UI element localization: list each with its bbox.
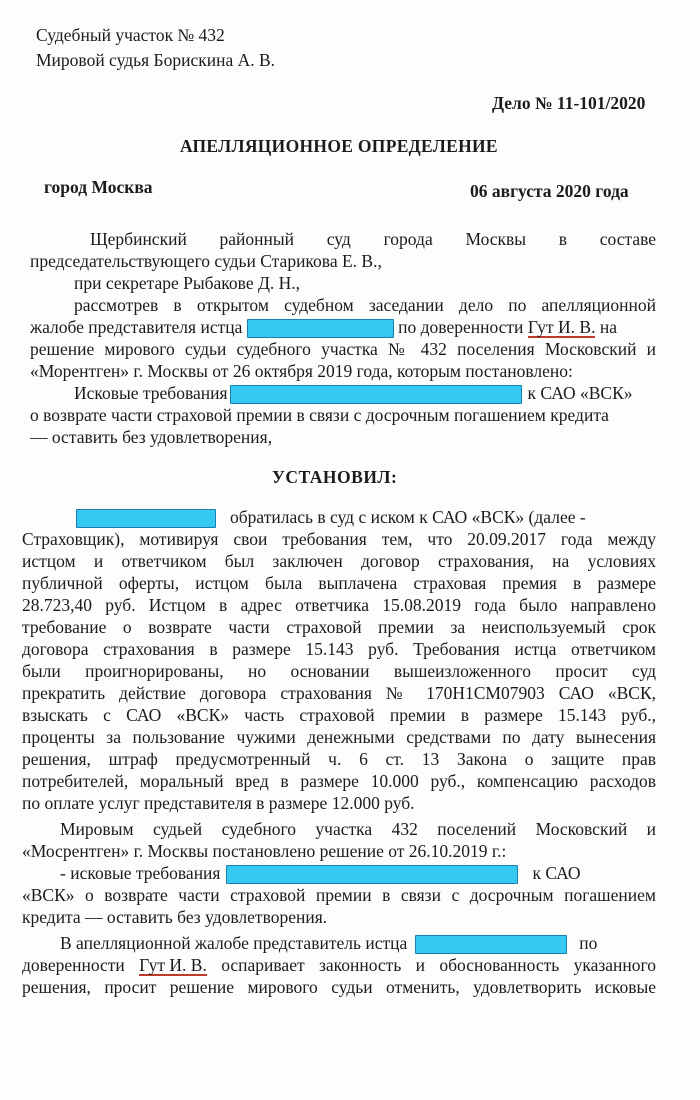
intro-line-3: при секретаре Рыбакове Д. Н., <box>74 273 301 293</box>
intro-line-7: «Морентген» г. Москвы от 26 октября 2019 года, которым постановлено: <box>30 361 573 381</box>
redaction-mask <box>226 865 518 884</box>
body-line-20: В апелляционной жалобе представитель истца по <box>60 933 598 953</box>
redaction-mask <box>247 319 394 338</box>
document-title: АПЕЛЛЯЦИОННОЕ ОПРЕДЕЛЕНИЕ <box>180 136 498 156</box>
redaction-mask <box>76 509 216 528</box>
body-line-10: взыскать с САО «ВСК» часть страховой премии в размере 15.143 руб., <box>22 705 656 725</box>
body-line-13: потребителей, моральный вред в размере 10.000 руб., компенсацию расходов <box>22 771 656 791</box>
representative-name: Гут И. В. <box>139 955 207 975</box>
body-line-1: обратилась в суд с иском к САО «ВСК» (далее - <box>76 506 586 528</box>
intro-line-10: — оставить без удовлетворения, <box>30 427 273 447</box>
body-line-4: публичной оферты, истцом была выплачена страховая премия в размере <box>22 573 656 593</box>
body-line-12: решения, штраф предусмотренный ч. 6 ст. 13 Закона о защите прав <box>22 749 656 769</box>
redaction-mask <box>230 385 522 404</box>
judge-name: Мировой судья Борискина А. В. <box>36 50 276 70</box>
body-line-21: доверенности Гут И. В. оспаривает законность и обоснованность указанного <box>22 955 656 975</box>
body-line-8: были проигнорированы, но основании вышеизложенного просит суд <box>22 661 656 681</box>
body-line-19: кредита — оставить без удовлетворения. <box>22 907 328 927</box>
body-line-17: - исковые требования к САО <box>60 863 581 883</box>
body-line-7: договора страхования в размере 15.143 руб. Требования истца ответчиком <box>22 639 656 659</box>
body-line-5: 28.723,40 руб. Истцом в адрес ответчика 15.08.2019 года было направлено <box>22 595 656 615</box>
intro-line-2: председательствующего судьи Старикова Е. В., <box>30 251 382 271</box>
intro-line-4: рассмотрев в открытом судебном заседании дело по апелляционной <box>74 295 656 315</box>
intro-line-8: Исковые требования к САО «ВСК» <box>74 383 633 403</box>
body-line-15: Мировым судьей судебного участка 432 поселений Московский и <box>60 819 656 839</box>
court-section: Судебный участок № 432 <box>36 25 225 45</box>
intro-line-6: решение мирового судьи судебного участка № 432 поселения Московский и <box>30 339 656 359</box>
intro-line-9: о возврате части страховой премии в связи с досрочным погашением кредита <box>30 405 609 425</box>
body-line-14: по оплате услуг представителя в размере 12.000 руб. <box>22 793 415 813</box>
body-line-16: «Мосрентген» г. Москвы постановлено решение от 26.10.2019 г.: <box>22 841 507 861</box>
intro-line-5: жалобе представителя истца по доверенности Гут И. В. на <box>30 317 617 337</box>
intro-line-1: Щербинский районный суд города Москвы в составе <box>90 229 657 249</box>
representative-name: Гут И. В. <box>527 317 596 337</box>
case-number: Дело № 11-101/2020 <box>492 93 646 113</box>
body-line-3: истцом и ответчиком был заключен договор страхования, на условиях <box>22 551 656 571</box>
body-line-18: «ВСК» о возврате части страховой премии в связи с досрочным погашением <box>22 885 656 905</box>
redaction-mask <box>415 935 567 954</box>
place: город Москва <box>44 177 153 197</box>
body-line-22: решения, просит решение мирового судьи отменить, удовлетворить исковые <box>22 977 656 997</box>
body-line-6: требование о возврате части страховой премии за неиспользуемый срок <box>22 617 656 637</box>
body-line-11: проценты за пользование чужими денежными средствами по дату вынесения <box>22 727 656 747</box>
body-line-2: Страховщик), мотивируя свои требования тем, что 20.09.2017 года между <box>22 529 656 549</box>
body-line-9: прекратить действие договора страхования № 170Н1СМ07903 САО «ВСК, <box>22 683 656 703</box>
section-title: УСТАНОВИЛ: <box>272 467 398 487</box>
date: 06 августа 2020 года <box>470 181 629 201</box>
